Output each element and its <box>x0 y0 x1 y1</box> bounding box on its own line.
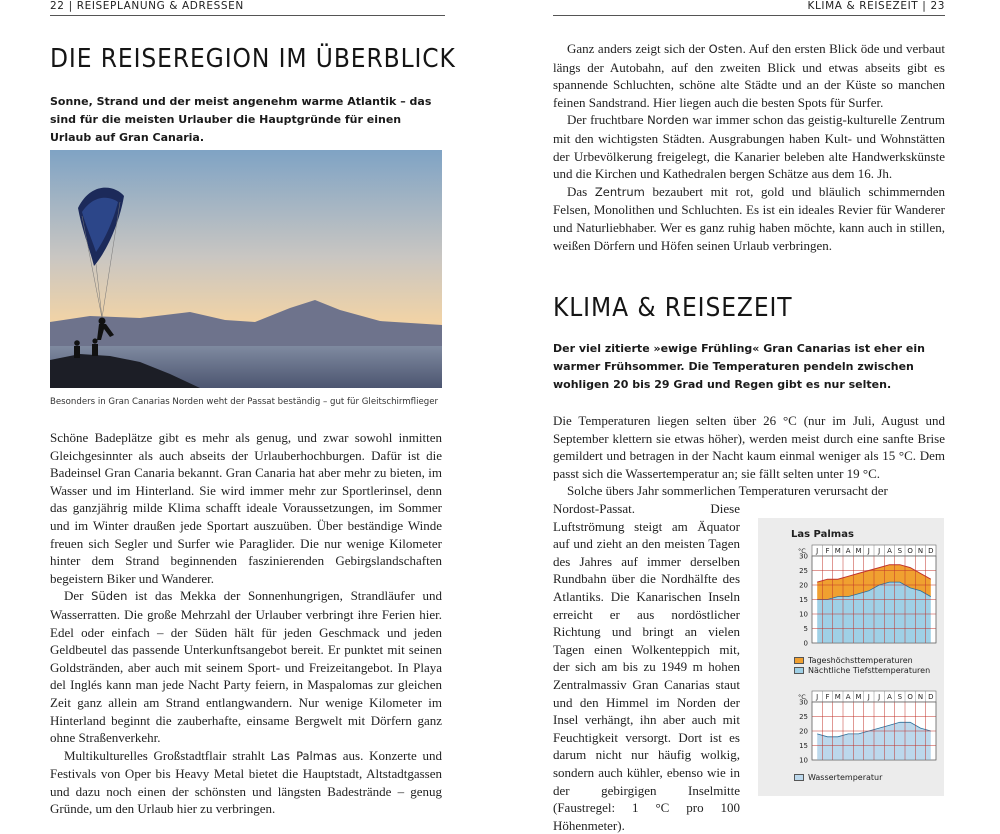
y-tick-label: 5 <box>803 625 808 633</box>
paragraph: Schöne Badeplätze gibt es mehr als genug, und zwar sowohl inmitten Gleichgesinnter als auch abseits der Urlauberhochburgen. Dafür ist die Badeinsel Gran Canaria bekannt. Gran Canaria hat aber mehr zu bieten, im Wasser und im Hinterland. Sie wird immer mehr zur Sportlerinsel, denn das ganzjährig milde Klima schafft ideale Voraussetzungen, im Sommer und im Winter draußen jede Sportart auszuüben. Über beständige Winde freuen sich Segler und Surfer wie Paraglider. Die nur wenige Kilometer hinter dem Strand beginnenden faszinierenden Gebirgslandschaften begeistern Biker und Wanderer. <box>50 430 442 586</box>
y-tick-label: 15 <box>799 742 808 750</box>
month-label: M <box>855 547 862 555</box>
month-label: J <box>867 547 870 555</box>
month-label: J <box>867 693 870 701</box>
legend-item-night <box>794 666 930 675</box>
y-tick-label: 10 <box>799 610 808 619</box>
month-label: M <box>855 693 862 701</box>
right-body-text-first-line <box>553 482 945 500</box>
legend-swatch-day <box>794 657 804 664</box>
unit-label: °C <box>798 693 806 701</box>
y-tick-label: 10 <box>799 756 808 765</box>
paragraph: Der fruchtbare Norden war immer schon das geistig-kulturelle Zentrum mit den wichtigsten Städten. Ausgrabungen haben Kult- und Wohnstätten der Urbevölkerung freigelegt, die Kanarier beleben alte Handwerkskünste und die Kirchen und Kathedralen bergen Schätze aus dem 16. Jh. <box>553 112 946 182</box>
keyword: Zentrum <box>594 184 645 199</box>
month-label: D <box>928 693 934 701</box>
paragraph: Das Zentrum bezaubert mit rot, gold und bläulich schimmernden Felsen, Monolithen und Schluchten. Es ist ein ideales Revier für Wanderer und Naturliebhaber. Wer es ganz ruhig haben möchte, kann auch in stillen, weißen Dörfern und Höfen seinen Urlaub verbringen. <box>553 183 945 253</box>
paragraph-continuation: Nordost-Passat. Diese Luftströmung steigt am Äquator auf und zieht an den meisten Tagen des Jahres auf immer derselben Rundbahn über die Nordhälfte des Atlantiks. Die Kanarischen Inseln erreicht er aus nordöstlicher Richtung und bringt an vielen Tagen einen Wolkenteppich mit, der sich am bis zu 1949 m hohen Zentralmassiv Gran Canarias staut und den Himmel im Norden der Insel verhängt, ihn aber auch mit Feuchtigkeit versorgt. Dort ist es darum nicht nur häufig wolkig, sondern auch kühler, ebenso wie in der gebirgigen Inselmitte (Faustregel: 1 °C pro 100 Höhenmeter). <box>553 501 740 833</box>
paragraph: Die Temperaturen liegen selten über 26 °C (nur im Juli, August und September klettern sie etwas höher), werden meist durch eine sanfte Brise gemildert und betragen in der Nacht kaum einmal weniger als 15 °C. Dem passt sich die Wassertemperatur an; sie fällt selten unter 19 °C. <box>553 413 945 481</box>
page-number: 23 <box>930 0 945 12</box>
paragraph: Ganz anders zeigt sich der Osten. Auf den ersten Blick öde und verbaut längs der Autobahn, auf den zweiten Blick und etwas abseits gibt es spannende Schluchten, schöne alte Städte und an der Küste so manchen feinen Sandstrand. Hier liegen auch die besten Spots für Surfer. <box>553 41 945 110</box>
month-label: O <box>907 693 913 701</box>
legend-swatch-water <box>794 774 804 781</box>
legend-item-day <box>794 656 913 665</box>
legend-label: Nächtliche Tiefsttemperaturen <box>808 666 931 675</box>
month-label: J <box>816 547 819 555</box>
y-tick-label: 20 <box>799 581 808 590</box>
unit-label: °C <box>798 547 806 555</box>
climate-chart-box <box>758 518 944 796</box>
month-label: O <box>907 547 913 555</box>
photo-image <box>50 150 442 388</box>
page-number: 22 <box>50 0 65 12</box>
legend-swatch-night <box>794 667 804 674</box>
month-label: J <box>816 693 819 701</box>
month-label: J <box>878 547 881 555</box>
y-tick-label: 0 <box>803 639 808 648</box>
month-label: S <box>897 547 903 555</box>
paragraph: Der Süden ist das Mekka der Sonnenhungrigen, Strandläufer und Wasserratten. Die große Mehrzahl der Urlauber verbringt ihre Ferien hier. Edel oder einfach – der Süden hält für jeden Geschmack und jeden Geldbeutel das passende Unterkunftsangebot bereit. Er punktet mit seinen Goldstränden, aber auch mit seinem Sport- und Freizeitangebot. In Playa del Inglés kann man jede Nacht Party feiern, in Maspalomas zur gleichen Zeit ganz allein am Strand entlangwandern. Nur wenige Kilometer im Hinterland beginnt die zauberhafte, einsame Bergwelt mit Dörfern ganz ohne Straßenverkehr. <box>50 588 442 746</box>
month-label: A <box>887 547 892 555</box>
y-tick-label: 25 <box>799 713 808 721</box>
month-label: A <box>845 693 851 701</box>
keyword: Süden <box>91 589 128 604</box>
y-tick-label: 25 <box>799 567 808 575</box>
section-label: KLIMA & REISEZEIT <box>807 0 919 12</box>
month-label: A <box>845 547 851 555</box>
keyword: Osten <box>708 42 743 56</box>
y-tick-label: 20 <box>799 727 808 736</box>
y-tick-label: 30 <box>799 552 808 561</box>
keyword: Norden <box>647 113 689 128</box>
paragraph: Multikulturelles Großstadtflair strahlt Las Palmas aus. Konzerte und Festivals von Oper bis Heavy Metal bietet die Hauptstadt, Altstadtgassen und dazu noch einen der schönsten und längsten Badestrände – genug Gründe, um den Urlaub hier zu verbringen. <box>50 747 443 817</box>
air-temperature-chart <box>788 544 938 654</box>
y-tick-label: 15 <box>799 596 808 604</box>
month-label: J <box>878 693 881 701</box>
page-title: DIE REISEREGION IM ÜBERBLICK <box>50 44 456 74</box>
month-label: M <box>834 693 841 701</box>
month-label: N <box>917 693 924 701</box>
photo-caption: Besonders in Gran Canarias Norden weht der Passat beständig – gut für Gleitschirmflieger <box>50 397 439 407</box>
month-label: A <box>887 693 892 701</box>
water-temperature-chart <box>788 690 938 770</box>
section-label: REISEPLANUNG & ADRESSEN <box>76 0 244 12</box>
section-title: KLIMA & REISEZEIT <box>553 293 793 323</box>
keyword: Las Palmas <box>270 748 337 763</box>
month-label: F <box>825 547 830 555</box>
month-label: S <box>897 693 903 701</box>
intro-text: Der viel zitierte »ewige Frühling« Gran Canarias ist eher ein warmer Frühsommer. Die Temperaturen pendeln zwischen wohligen 20 bis 29 Grad und Regen gibt es nur selten. <box>553 342 925 391</box>
right-body-text-column <box>553 500 740 834</box>
month-label: N <box>917 547 924 555</box>
legend-label: Tageshöchsttemperaturen <box>808 656 913 665</box>
left-page <box>0 0 500 817</box>
running-head-right: KLIMA & REISEZEIT | 23 <box>553 0 945 16</box>
intro-text: Sonne, Strand und der meist angenehm warme Atlantik – das sind für die meisten Urlauber die Hauptgründe für einen Urlaub auf Gran Canaria. <box>50 95 432 144</box>
paraglider-photo <box>50 150 442 388</box>
legend-item-water <box>794 773 882 782</box>
legend-label: Wassertemperatur <box>808 773 883 782</box>
month-label: D <box>928 547 934 555</box>
y-tick-label: 30 <box>799 698 808 707</box>
right-body-text-top <box>553 40 945 254</box>
month-label: F <box>825 693 830 701</box>
paragraph-start: Solche übers Jahr sommerlichen Temperaturen verursacht der <box>567 483 888 498</box>
running-head-left: 22 | REISEPLANUNG & ADRESSEN <box>50 0 445 16</box>
left-body-text <box>50 429 442 818</box>
month-label: M <box>834 547 841 555</box>
right-body-text-mid <box>553 412 945 482</box>
chart-title: Las Palmas <box>791 529 854 540</box>
